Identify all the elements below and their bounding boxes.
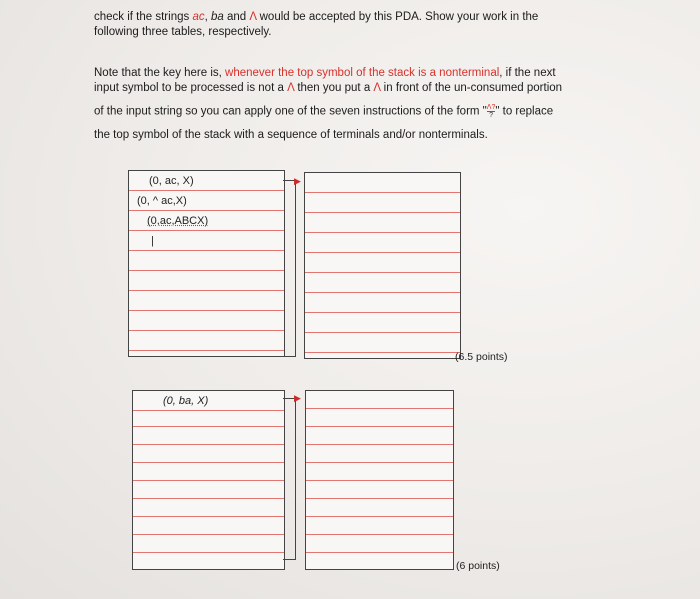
note-p2-a: input symbol to be processed is not a — [94, 82, 288, 94]
note-p2-c: in front of the un-consumed portion — [380, 82, 563, 94]
table2-row[interactable] — [133, 463, 284, 481]
table2-right-row[interactable] — [306, 481, 453, 499]
table2-right-row[interactable] — [306, 391, 453, 409]
string-ac: ac — [192, 11, 205, 23]
table1-row[interactable] — [129, 331, 284, 351]
table2-row[interactable] — [133, 535, 284, 553]
note-p2-b: then you put a — [294, 82, 374, 94]
table2-row[interactable]: (0, ba, X) — [133, 391, 284, 411]
table2-right-row[interactable] — [306, 463, 453, 481]
table2-row[interactable] — [133, 553, 284, 569]
arrow-icon: ▶ — [294, 176, 301, 186]
note-p1-b: , if the next — [499, 67, 556, 79]
note-text — [94, 66, 564, 148]
table1-right-row[interactable] — [305, 193, 460, 213]
table1-row[interactable]: | — [129, 231, 284, 251]
fraction-top: Λ? — [486, 104, 496, 111]
table2-points: (6 points) — [456, 560, 500, 572]
table2-right-row[interactable] — [306, 445, 453, 463]
table2-row[interactable] — [133, 481, 284, 499]
intro-line2: following three tables, respectively. — [94, 26, 272, 38]
table2-row[interactable] — [133, 517, 284, 535]
table1-right-row[interactable] — [305, 173, 460, 193]
table1-right — [304, 172, 461, 359]
continuation-bracket — [283, 180, 296, 357]
table1-row[interactable]: (0, ^ ac,X) — [129, 191, 284, 211]
table1-row[interactable]: (0,ac,ABCX) — [129, 211, 284, 231]
fraction-bottom: ? — [487, 111, 496, 119]
table1-right-row[interactable] — [305, 273, 460, 293]
note-p3-a: of the input string so you can apply one of the seven instructions of the form " — [94, 105, 487, 118]
lambda-symbol: Λ — [249, 11, 257, 23]
table1-right-row[interactable] — [305, 313, 460, 333]
continuation-bracket — [283, 398, 296, 560]
table1-points: (6.5 points) — [455, 351, 508, 363]
table1-right-row[interactable] — [305, 293, 460, 313]
table2-row[interactable] — [133, 445, 284, 463]
table1-right-row[interactable] — [305, 333, 460, 353]
table2-row[interactable] — [133, 499, 284, 517]
table2-right-row[interactable] — [306, 499, 453, 517]
table2-left — [132, 390, 285, 570]
arrow-icon: ▶ — [294, 393, 301, 403]
intro-text — [94, 10, 564, 40]
table1-left — [128, 170, 285, 357]
table1-row[interactable] — [129, 271, 284, 291]
string-ba: ba — [210, 11, 224, 23]
table2-row[interactable] — [133, 409, 284, 427]
table1-row[interactable] — [129, 251, 284, 271]
intro-line1-end: would be accepted by this PDA. Show your work in the — [256, 11, 539, 23]
table1-row[interactable]: (0, ac, X) — [129, 171, 284, 191]
table2-right-row[interactable] — [306, 517, 453, 535]
table2-right-row[interactable] — [306, 427, 453, 445]
intro-line1: check if the strings — [94, 11, 193, 23]
sep: , — [204, 11, 211, 23]
note-p3-b: " to replace — [495, 105, 554, 118]
table1-right-row[interactable] — [305, 233, 460, 253]
lambda-symbol: Λ — [287, 82, 295, 94]
note-highlight: whenever the top symbol of the stack is a nonterminal — [225, 67, 500, 79]
table1-right-row[interactable] — [305, 253, 460, 273]
note-p4: the top symbol of the stack with a sequence of terminals and/or nonterminals. — [94, 128, 488, 141]
table2-right-row[interactable] — [306, 409, 453, 427]
and-text: and — [223, 11, 250, 23]
table2-right-row[interactable] — [306, 535, 453, 553]
table2-right — [305, 390, 454, 570]
table2-row[interactable] — [133, 427, 284, 445]
table1-row[interactable] — [129, 311, 284, 331]
lambda-symbol: Λ — [373, 82, 381, 94]
table2-right-row[interactable] — [306, 553, 453, 569]
note-p1-a: Note that the key here is, — [94, 67, 226, 79]
table1-right-row[interactable] — [305, 213, 460, 233]
table1-row[interactable] — [129, 291, 284, 311]
